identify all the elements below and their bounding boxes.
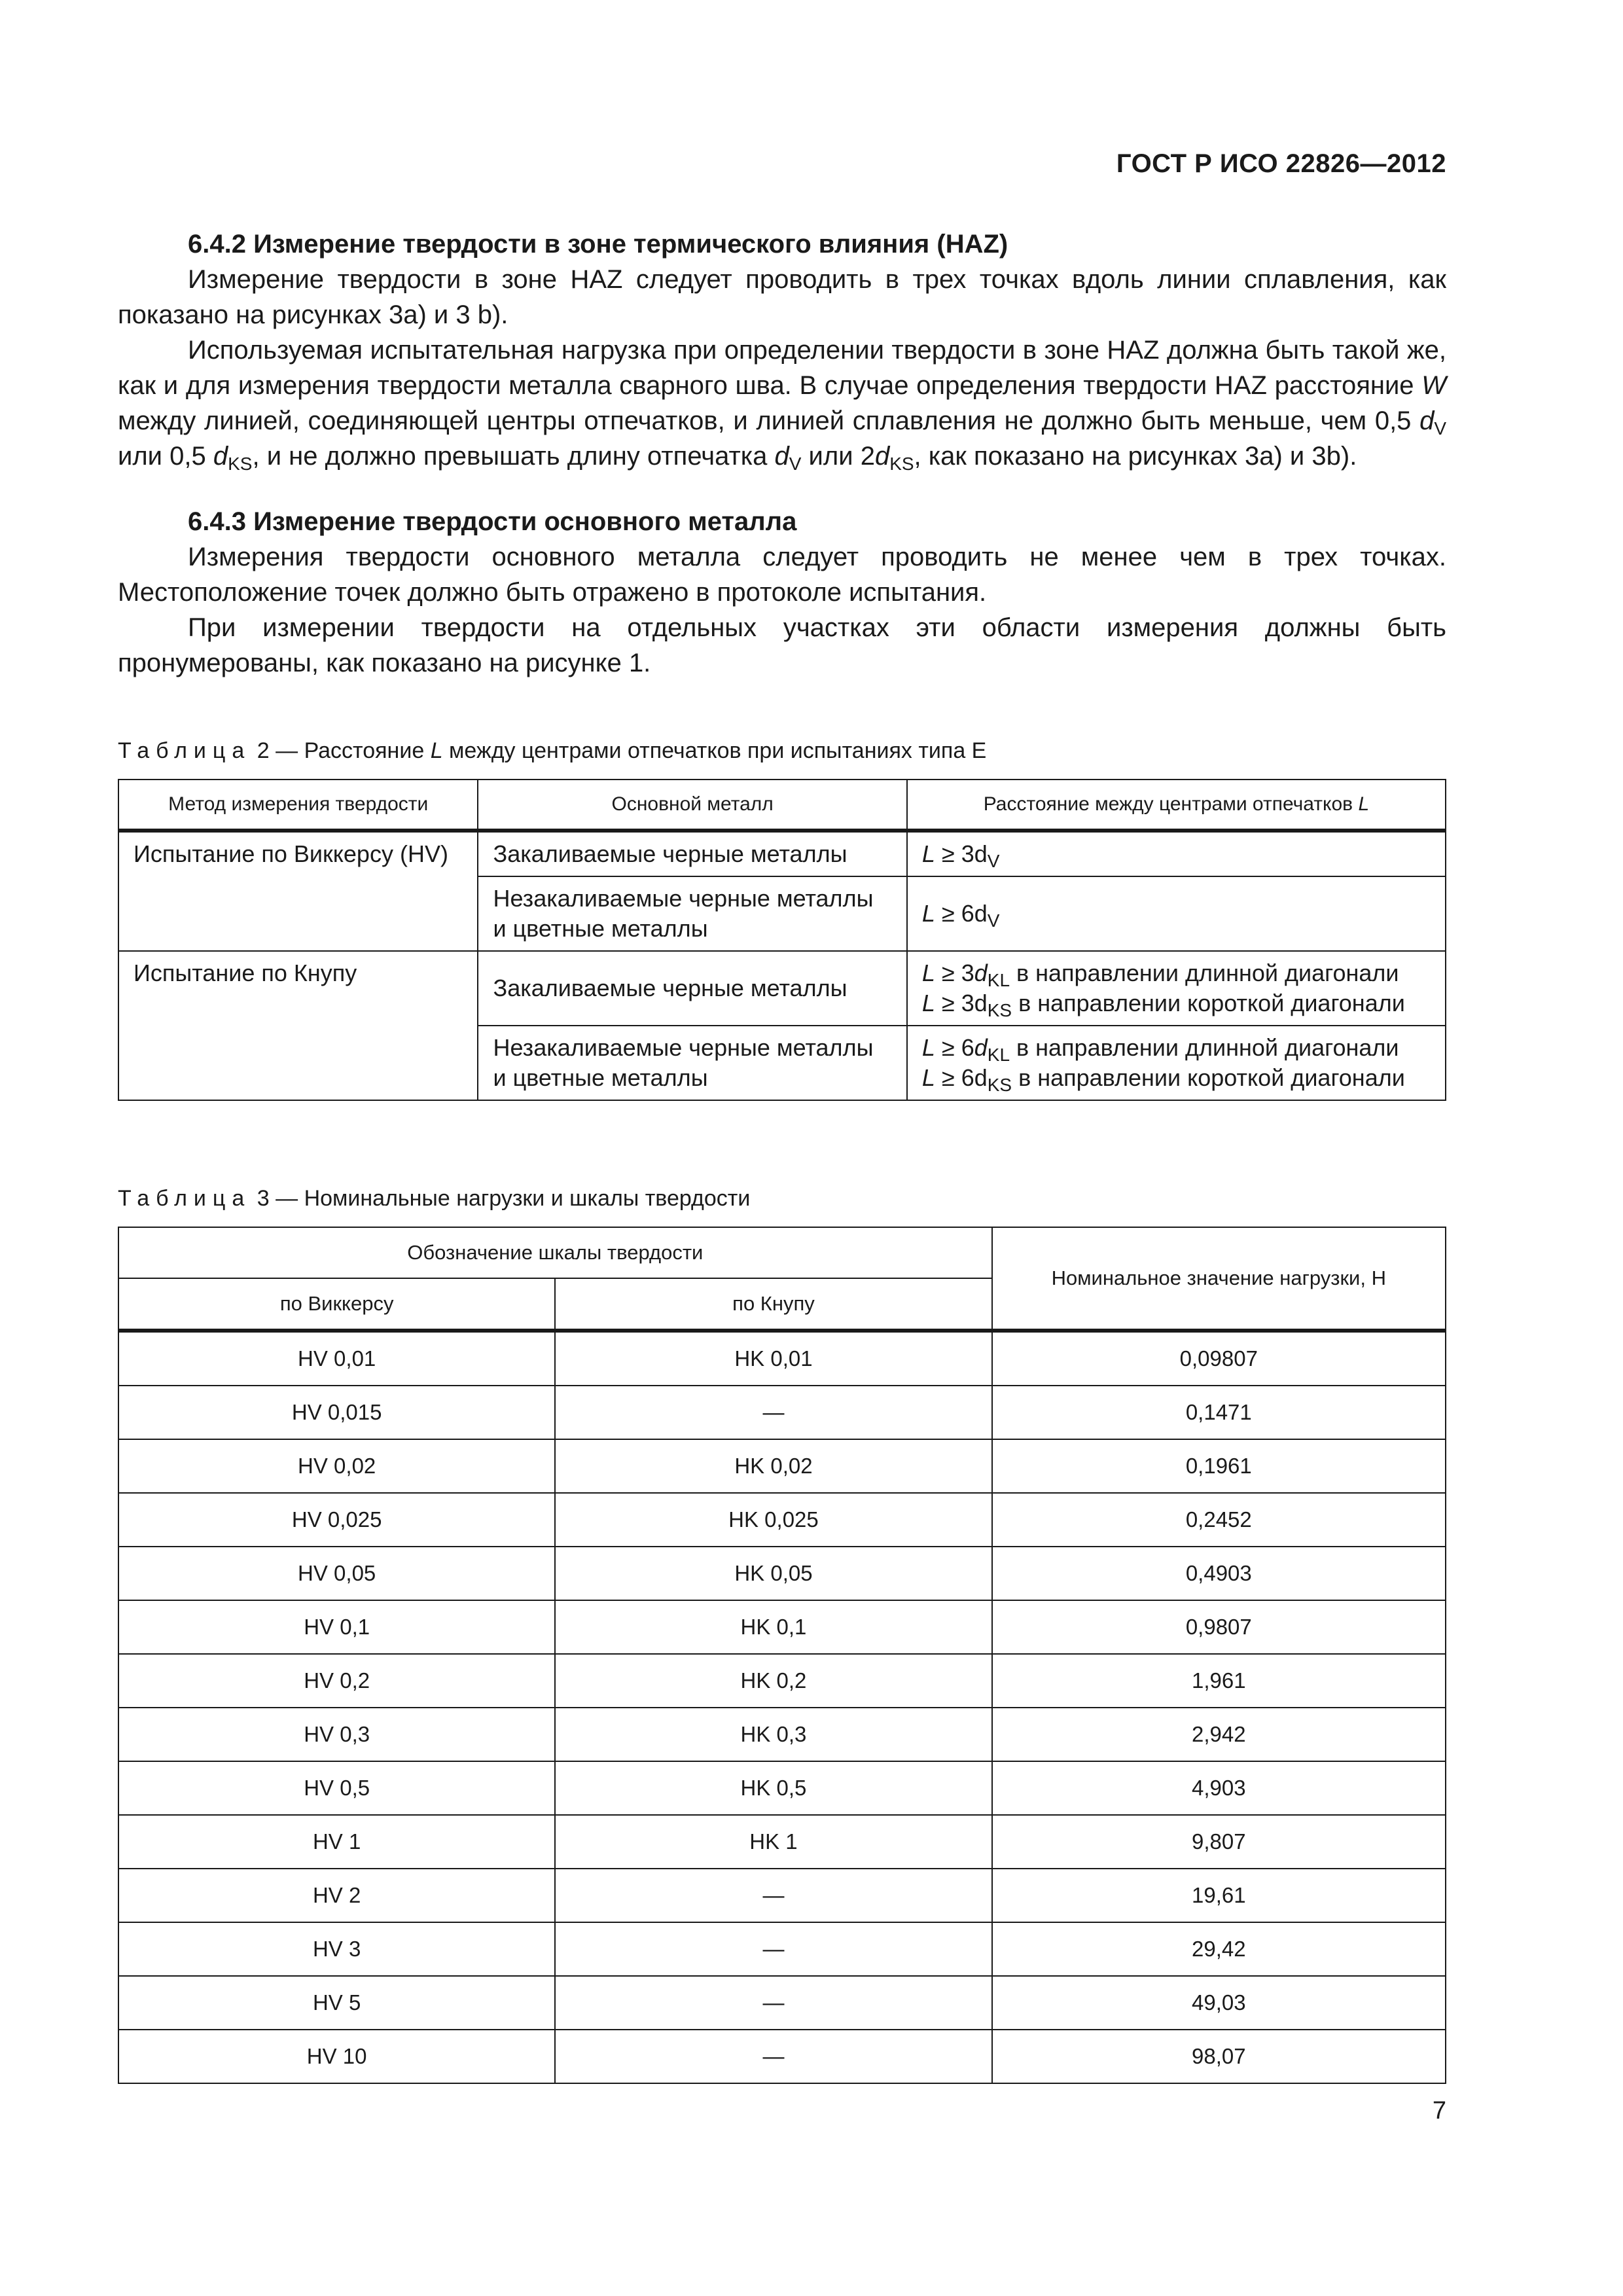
table-row bbox=[118, 1547, 1446, 1600]
table-3-cell-knoop: HK 0,025 bbox=[555, 1493, 991, 1547]
table-3-cell-knoop: HK 1 bbox=[555, 1815, 991, 1869]
table-row bbox=[118, 2030, 1446, 2083]
table-3-cell-load: 4,903 bbox=[992, 1761, 1446, 1815]
table-3-cell-load: 98,07 bbox=[992, 2030, 1446, 2083]
table-3-cell-knoop: HK 0,2 bbox=[555, 1654, 991, 1708]
table-3-cell-vickers: HV 0,02 bbox=[118, 1439, 555, 1493]
table-2-distance-cell: $L \ge 6d_V$ bbox=[907, 876, 1446, 951]
table-3-cell-load: 0,2452 bbox=[992, 1493, 1446, 1547]
section-642-paragraph-1: Измерение твердости в зоне HAZ следует проводить в трех точках вдоль линии сплавления, как показано на рисунках 3a) и 3 b). bbox=[118, 265, 1446, 329]
section-643-paragraph-2: При измерении твердости на отдельных участках эти области измерения должны быть пронумерованы, как показано на рисунке 1. bbox=[118, 613, 1446, 677]
table-3-cell-vickers: HV 0,5 bbox=[118, 1761, 555, 1815]
table-3-cell-knoop: HK 0,02 bbox=[555, 1439, 991, 1493]
table-2-header-metal: Основной металл bbox=[478, 780, 906, 831]
table-3-header-load: Номинальное значение нагрузки, Н bbox=[992, 1227, 1446, 1331]
table-row bbox=[118, 951, 1446, 1026]
table-row bbox=[118, 1386, 1446, 1439]
table-2-method-knoop: Испытание по Кнупу bbox=[118, 951, 478, 1100]
table-row bbox=[118, 1493, 1446, 1547]
table-3-cell-load: 29,42 bbox=[992, 1922, 1446, 1976]
table-3-cell-vickers: HV 0,025 bbox=[118, 1493, 555, 1547]
table-3-cell-load: 9,807 bbox=[992, 1815, 1446, 1869]
table-2-distance-cell: $L \ge 3d_{KL}$ в направлении длинной диагонали $L \ge 3d_{KS}$ в направлении короткой диагонали bbox=[907, 951, 1446, 1026]
section-643-title: 6.4.3 Измерение твердости основного металла bbox=[188, 507, 797, 536]
table-3-header-vickers: по Виккерсу bbox=[118, 1278, 555, 1331]
table-3-cell-load: 2,942 bbox=[992, 1708, 1446, 1761]
table-2-metal-cell: Незакаливаемые черные металлы и цветные металлы bbox=[478, 1026, 906, 1100]
table-3-cell-vickers: HV 0,01 bbox=[118, 1331, 555, 1386]
table-2-header-row bbox=[118, 780, 1446, 831]
table-row bbox=[118, 1439, 1446, 1493]
table-3 bbox=[118, 1227, 1446, 2084]
table-3-cell-load: 1,961 bbox=[992, 1654, 1446, 1708]
table-2-metal-cell: Незакаливаемые черные металлы и цветные металлы bbox=[478, 876, 906, 951]
table-3-cell-knoop: HK 0,05 bbox=[555, 1547, 991, 1600]
table-3-cell-knoop: — bbox=[555, 2030, 991, 2083]
section-642-title: 6.4.2 Измерение твердости в зоне термического влияния (HAZ) bbox=[188, 230, 1008, 259]
page-number: 7 bbox=[1432, 2097, 1446, 2125]
document-page bbox=[118, 0, 1446, 2296]
document-id: ГОСТ Р ИСО 22826—2012 bbox=[1116, 149, 1446, 178]
table-2-metal-cell: Закаливаемые черные металлы bbox=[478, 951, 906, 1026]
table-3-cell-load: 0,1471 bbox=[992, 1386, 1446, 1439]
table-3-cell-vickers: HV 2 bbox=[118, 1869, 555, 1922]
table-row bbox=[118, 1869, 1446, 1922]
table-2-header-distance: Расстояние между центрами отпечатков L bbox=[907, 780, 1446, 831]
table-3-cell-knoop: — bbox=[555, 1922, 991, 1976]
table-3-cell-knoop: — bbox=[555, 1386, 991, 1439]
table-2-distance-cell: $L \ge 6d_{KL}$ в направлении длинной диагонали $L \ge 6d_{KS}$ в направлении короткой диагонали bbox=[907, 1026, 1446, 1100]
table-2 bbox=[118, 779, 1446, 1101]
table-row bbox=[118, 1708, 1446, 1761]
section-642-paragraph-2: Используемая испытательная нагрузка при определении твердости в зоне HAZ должна быть такой же, как и для измерения твердости металла сварного шва. В случае определения твердости HAZ расстояние W между линией, соединяющей центры отпечатков, и линией сплавления не должно быть меньше, чем 0,5 $d_V$ или 0,5 $d_{KS}$, и не должно превышать длину отпечатка $d_V$ или $2d_{KS}$, как показано на рисунках 3a) и 3b). bbox=[118, 336, 1446, 474]
table-3-cell-load: 0,09807 bbox=[992, 1331, 1446, 1386]
table-3-cell-vickers: HV 0,2 bbox=[118, 1654, 555, 1708]
table-2-header-method: Метод измерения твердости bbox=[118, 780, 478, 831]
section-643-paragraph-1: Измерения твердости основного металла следует проводить не менее чем в трех точках. Местоположение точек должно быть отражено в протоколе испытания. bbox=[118, 543, 1446, 607]
table-row bbox=[118, 1976, 1446, 2030]
table-row bbox=[118, 1815, 1446, 1869]
table-3-cell-knoop: HK 0,5 bbox=[555, 1761, 991, 1815]
table-3-cell-load: 0,4903 bbox=[992, 1547, 1446, 1600]
table-3-cell-vickers: HV 0,015 bbox=[118, 1386, 555, 1439]
table-3-cell-vickers: HV 3 bbox=[118, 1922, 555, 1976]
table-3-cell-load: 0,9807 bbox=[992, 1600, 1446, 1654]
table-row bbox=[118, 1761, 1446, 1815]
table-2-distance-cell: $L \ge 3d_V$ bbox=[907, 831, 1446, 876]
table-3-cell-knoop: HK 0,01 bbox=[555, 1331, 991, 1386]
table-3-header-row bbox=[118, 1227, 1446, 1278]
table-2-method-vickers: Испытание по Виккерсу (HV) bbox=[118, 831, 478, 951]
table-3-cell-vickers: HV 0,1 bbox=[118, 1600, 555, 1654]
table-3-cell-knoop: HK 0,3 bbox=[555, 1708, 991, 1761]
table-row bbox=[118, 1654, 1446, 1708]
table-2-caption: Таблица 2 — Расстояние L между центрами отпечатков при испытаниях типа E bbox=[118, 738, 987, 763]
table-row bbox=[118, 831, 1446, 876]
table-3-cell-vickers: HV 0,05 bbox=[118, 1547, 555, 1600]
table-row bbox=[118, 1922, 1446, 1976]
table-3-header-group: Обозначение шкалы твердости bbox=[118, 1227, 992, 1278]
table-3-cell-vickers: HV 1 bbox=[118, 1815, 555, 1869]
table-3-cell-load: 19,61 bbox=[992, 1869, 1446, 1922]
table-3-header-knoop: по Кнупу bbox=[555, 1278, 991, 1331]
table-3-cell-vickers: HV 5 bbox=[118, 1976, 555, 2030]
table-3-cell-load: 49,03 bbox=[992, 1976, 1446, 2030]
table-2-metal-cell: Закаливаемые черные металлы bbox=[478, 831, 906, 876]
table-3-caption: Таблица 3 — Номинальные нагрузки и шкалы твердости bbox=[118, 1186, 751, 1211]
body-text bbox=[118, 226, 1446, 681]
table-3-cell-vickers: HV 0,3 bbox=[118, 1708, 555, 1761]
table-3-cell-knoop: HK 0,1 bbox=[555, 1600, 991, 1654]
table-3-cell-load: 0,1961 bbox=[992, 1439, 1446, 1493]
table-3-cell-knoop: — bbox=[555, 1976, 991, 2030]
table-row bbox=[118, 1600, 1446, 1654]
table-row bbox=[118, 1331, 1446, 1386]
table-3-cell-vickers: HV 10 bbox=[118, 2030, 555, 2083]
table-3-cell-knoop: — bbox=[555, 1869, 991, 1922]
